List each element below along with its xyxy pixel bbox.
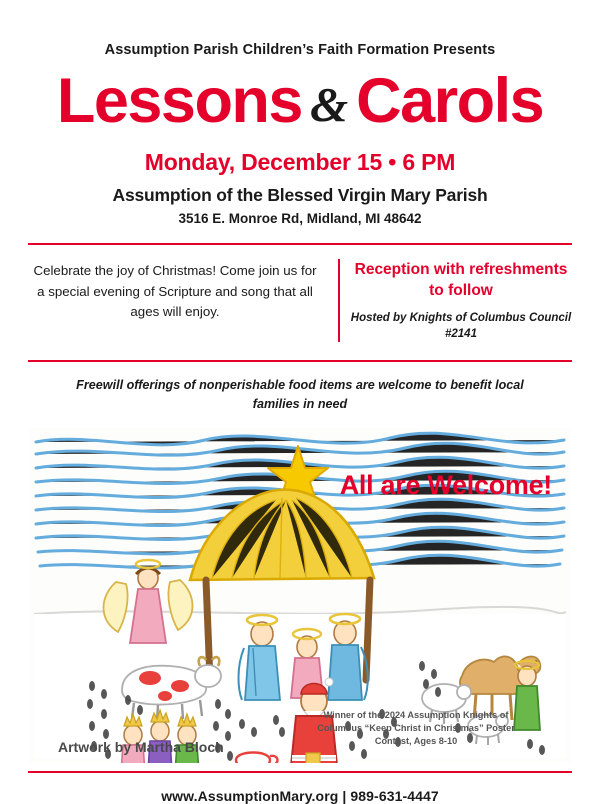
page-title [0,66,600,136]
contest-note: Winner of the 2024 Assumption Knights of Columbus “Keep Christ in Christmas” Poster Contest, Ages 8-10 [317,709,515,747]
title-ampersand: & [309,77,349,132]
vertical-divider [338,259,340,342]
info-section [28,245,572,348]
venue-address: 3516 E. Monroe Rd, Midland, MI 48642 [178,211,422,226]
divider-bottom [28,360,572,362]
all-are-welcome-text: All are Welcome! [339,469,552,500]
presenter-line: Assumption Parish Children’s Faith Formation Presents [104,42,496,58]
invitation-text: Celebrate the joy of Christmas! Come join us for a special evening of Scripture and song that all ages will enjoy. [33,263,317,320]
nativity-artwork [30,428,570,763]
reception-block [350,259,572,342]
divider-footer [28,771,572,773]
venue-name: Assumption of the Blessed Virgin Mary Parish [112,185,488,205]
reception-headline: Reception with refreshments to follow [354,261,568,299]
event-date: Monday, December 15 • 6 PM [144,149,456,175]
artwork-credit: Artwork by Martha Bloch [58,738,224,755]
three-kings-figures [120,710,200,763]
reception-host: Hosted by Knights of Columbus Council #2141 [350,311,572,340]
freewill-offering-note: Freewill offerings of nonperishable food items are welcome to benefit local families in need [76,378,524,411]
contact-info: www.AssumptionMary.org | 989-631-4447 [161,787,439,804]
title-word-lessons: Lessons [56,66,302,136]
title-word-carols: Carols [356,66,544,136]
